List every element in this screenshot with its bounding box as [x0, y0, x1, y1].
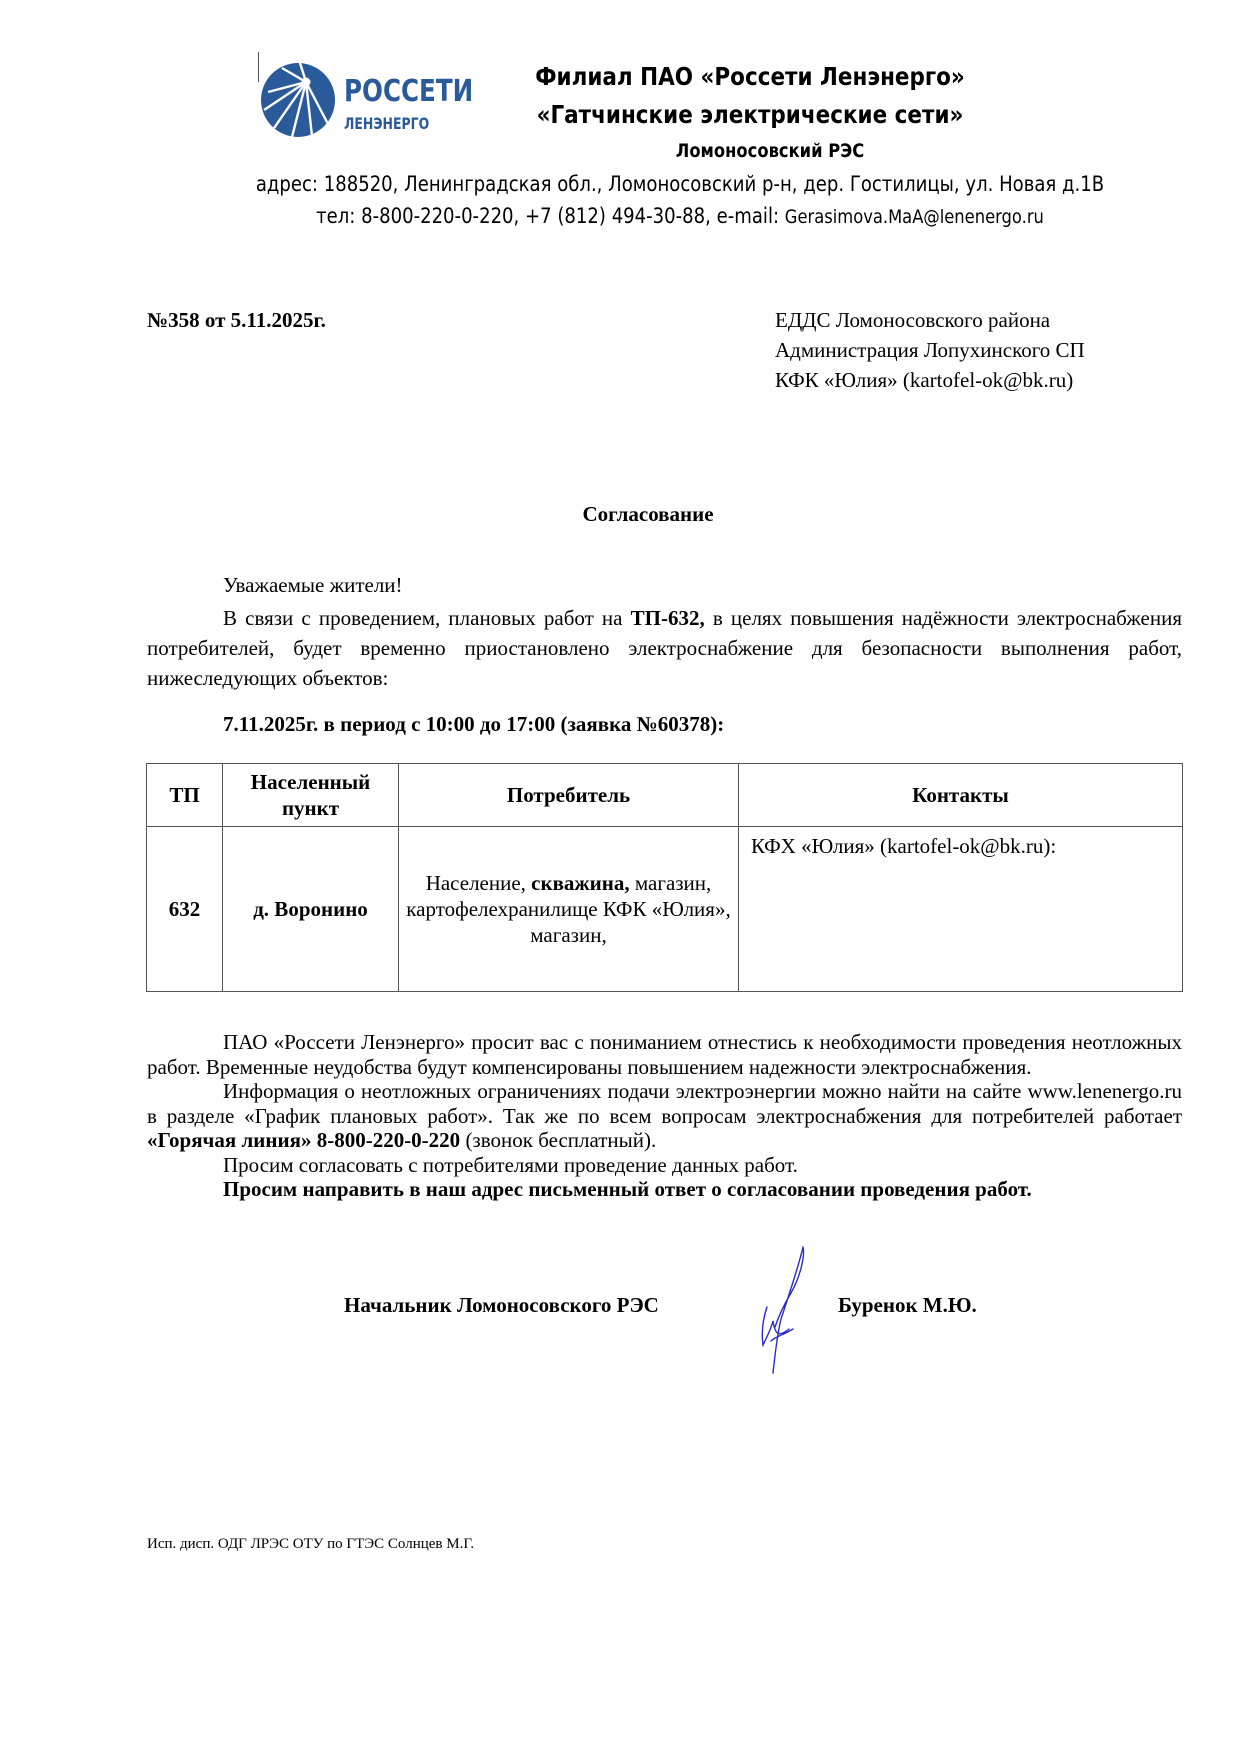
recipient-3: КФК «Юлия» (kartofel-ok@bk.ru)	[775, 368, 1074, 392]
info-text-cont: (звонок бесплатный).	[460, 1128, 657, 1152]
cell-contacts: КФХ «Юлия» (kartofel-ok@bk.ru):	[739, 827, 1183, 992]
hotline: «Горячая линия» 8-800-220-0-220	[147, 1128, 461, 1152]
info-text: Информация о неотложных ограничениях подачи электроэнергии можно найти на сайте www.lenenergo.ru в разделе «График плановых работ». Так же по всем вопросам электроснабжения для потребителей работает	[147, 1079, 1182, 1128]
outage-table	[146, 763, 1183, 992]
org-contacts	[147, 204, 1213, 228]
greeting: Уважаемые жители!	[223, 573, 403, 597]
consumer-text-cont: магазин, картофелехранилище КФК «Юлия», магазин,	[406, 871, 731, 947]
cell-consumer	[399, 827, 739, 992]
intro-text-cont: в целях повышения надёжности электроснабжения потребителей, будет временно приостановлено электроснабжение для безопасности выполнения работ, нижеследующих объектов:	[147, 606, 1182, 690]
table-header-row	[147, 764, 1183, 827]
closing-section	[147, 1030, 1182, 1202]
intro-paragraph	[147, 603, 1182, 693]
org-name: Филиал ПАО «Россети Ленэнерго»	[535, 62, 965, 91]
branch-name: «Гатчинские электрические сети»	[536, 100, 964, 129]
email-link[interactable]: Gerasimova.MaA@lenenergo.ru	[784, 206, 1044, 228]
logo-divider	[258, 52, 259, 82]
signatory-position: Начальник Ломоносовского РЭС	[344, 1293, 659, 1317]
district-name: Ломоносовский РЭС	[675, 140, 865, 162]
header-settlement: Населенный пункт	[223, 764, 399, 827]
signatory-name: Буренок М.Ю.	[838, 1293, 977, 1317]
substation-ref: ТП-632,	[630, 606, 705, 630]
cell-tp: 632	[147, 827, 223, 992]
recipient-1: ЕДДС Ломоносовского района	[775, 308, 1051, 332]
rosseti-sun-logo-icon	[260, 62, 336, 138]
phone-line: тел: 8-800-220-0-220, +7 (812) 494-30-88, e-mail:	[316, 204, 785, 228]
outage-period: 7.11.2025г. в период с 10:00 до 17:00 (заявка №60378):	[223, 712, 725, 736]
recipient-2: Администрация Лопухинского СП	[775, 338, 1085, 362]
handwritten-signature-icon	[745, 1245, 815, 1375]
header-tp: ТП	[147, 764, 223, 827]
document-title: Согласование	[582, 502, 714, 526]
closing-paragraph-2	[147, 1079, 1182, 1153]
header-consumer: Потребитель	[399, 764, 739, 827]
logo-wordmark: РОССЕТИ	[344, 74, 474, 109]
company-logo	[258, 52, 498, 147]
org-address: адрес: 188520, Ленинградская обл., Ломоносовский р-н, дер. Гостилицы, ул. Новая д.1В	[255, 172, 1105, 196]
executor-note: Исп. дисп. ОДГ ЛРЭС ОТУ по ГТЭС Солнцев М.Г.	[147, 1536, 475, 1552]
closing-paragraph-3: Просим согласовать с потребителями проведение данных работ.	[223, 1152, 798, 1177]
table-row	[147, 827, 1183, 992]
document-number: №358 от 5.11.2025г.	[147, 308, 326, 332]
closing-paragraph-1: ПАО «Россети Ленэнерго» просит вас с пониманием отнестись к необходимости проведения неотложных работ. Временные неудобства будут компенсированы повышением надежности электроснабжения.	[147, 1030, 1182, 1079]
logo-subtitle: ЛЕНЭНЕРГО	[344, 114, 430, 133]
cell-settlement: д. Воронино	[223, 827, 399, 992]
consumer-bold: скважина,	[531, 871, 630, 895]
closing-paragraph-4: Просим направить в наш адрес письменный ответ о согласовании проведения работ.	[223, 1177, 1032, 1201]
consumer-text: Население,	[425, 871, 532, 895]
intro-text: В связи с проведением, плановых работ на	[223, 606, 631, 630]
header-contacts: Контакты	[739, 764, 1183, 827]
